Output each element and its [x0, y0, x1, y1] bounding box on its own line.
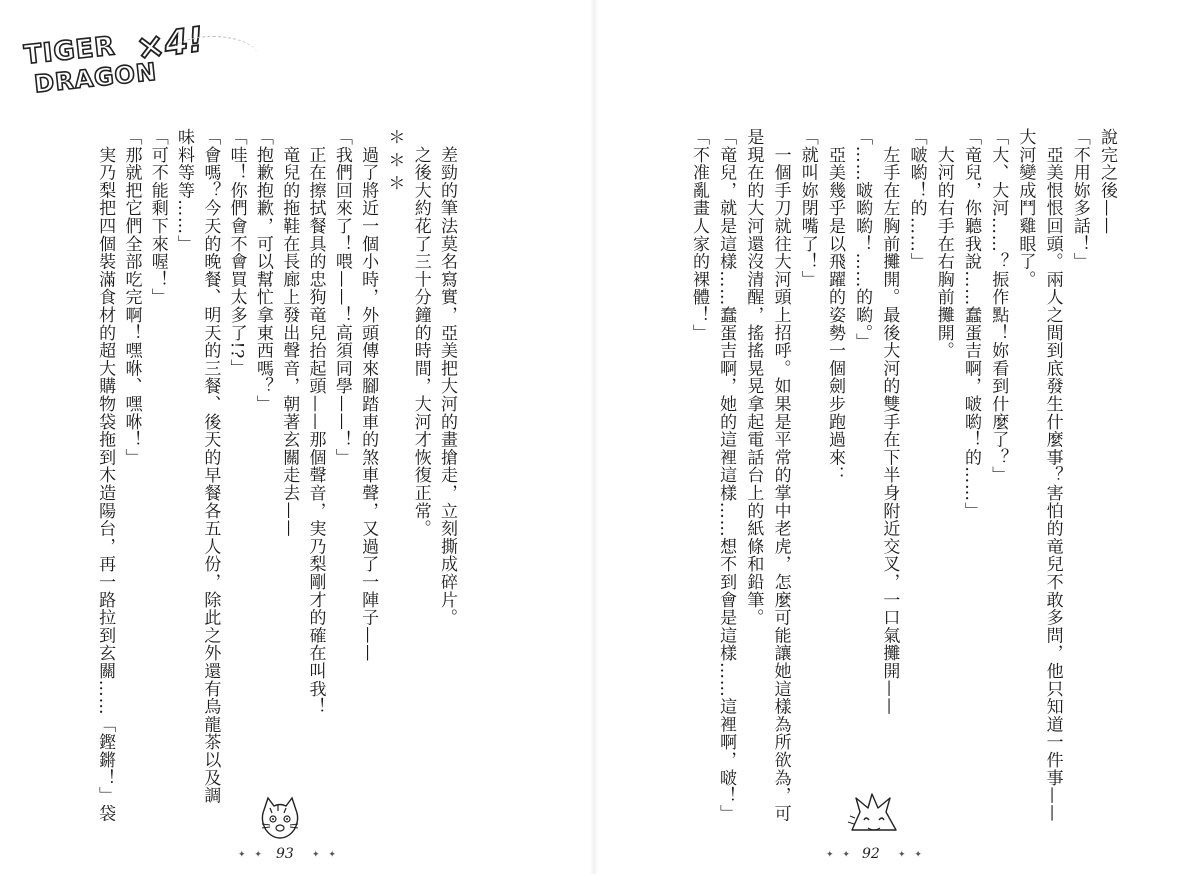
text-line: 「竜兒，就是這樣……蠢蛋吉啊，她的這裡這樣……想不到會是這樣……這裡啊，啵！」	[716, 128, 737, 823]
text-line: 左手在左胸前攤開。最後大河的雙手在下半身附近交叉，一口氣攤開——	[879, 128, 900, 716]
text-line: 之後大約花了三十分鐘的時間，大河才恢復正常。	[410, 128, 431, 538]
text-line: 「……啵喲喲！……的喲。」	[852, 128, 873, 351]
text-line: 亞美幾乎是以飛躍的姿勢一個劍步跑過來：	[824, 128, 845, 484]
text-line: 過了將近一個小時，外頭傳來腳踏車的煞車聲，又過了一陣子——	[358, 128, 379, 662]
tiger-cat-mascot-icon	[256, 796, 304, 842]
page-number-right: 92	[862, 846, 880, 862]
logo-line-2: DRAGON	[32, 57, 159, 99]
footer-stars-left-2: ✦ ✦	[312, 850, 339, 860]
footer-stars-left: ✦ ✦	[238, 850, 265, 860]
footer-stars-right: ✦ ✦	[826, 850, 853, 860]
series-logo	[18, 19, 207, 102]
text-line: 「不准亂畫人家的裸體！」	[688, 128, 709, 342]
footer-stars-right-2: ✦ ✦	[898, 850, 925, 860]
text-line: 大河變成鬥雞眼了。	[1015, 128, 1036, 289]
dragon-mascot-icon	[846, 790, 902, 840]
text-line: 正在擦拭餐具的忠狗竜兒抬起頭——那個聲音，実乃梨剛才的確在叫我！	[305, 128, 326, 716]
text-line: 「就叫妳閉嘴了！」	[797, 128, 818, 289]
text-line: 「竜兒，你聽我說……蠢蛋吉啊，啵喲！的……」	[960, 128, 981, 520]
text-line: 「那就把它們全部吃完啊！嘿咻、嘿咻！」	[121, 128, 142, 467]
text-line: 「可不能剩下來喔！」	[147, 128, 168, 306]
logo-suffix: ×4!	[133, 19, 207, 69]
text-line: 「抱歉抱歉，可以幫忙拿東西嗎？」	[252, 128, 273, 413]
text-line: 差勁的筆法莫名寫實，亞美把大河的畫搶走，立刻撕成碎片。	[437, 128, 457, 627]
page-gutter	[590, 0, 598, 874]
text-line: 一個手刀就往大河頭上招呼。如果是平常的掌中老虎，怎麼可能讓她這樣為所欲為，可	[770, 128, 791, 823]
text-line: 是現在的大河還沒清醒，搖搖晃晃拿起電話台上的紙條和鉛筆。	[743, 128, 764, 627]
page-93-text	[60, 128, 460, 828]
text-line: 竜兒的拖鞋在長廊上發出聲音，朝著玄關走去——	[279, 128, 300, 538]
text-line: 「我們回來了！喂——！高須同學——！」	[331, 128, 352, 467]
text-line: 「哇！你們會不會買太多了!?」	[226, 128, 247, 377]
text-line: 「啵喲！的……」	[906, 128, 927, 271]
page-number-left: 93	[276, 846, 294, 862]
text-line: 実乃梨把四個裝滿食材的超大購物袋拖到木造陽台，再一路拉到玄關……「鏗鏘！」袋	[95, 128, 116, 823]
text-line: 說完之後——	[1097, 128, 1117, 235]
text-line: 大河的右手在右胸前攤開。	[933, 128, 954, 360]
text-line: 味料等等……」	[174, 128, 195, 253]
logo-line-1: TIGER	[22, 31, 117, 71]
text-line: 「會嗎？今天的晚餐、明天的三餐、後天的早餐各五人份，除此之外還有烏龍茶以及調	[200, 128, 221, 805]
section-break: ＊＊＊	[384, 128, 405, 197]
logo-squiggle-decoration	[168, 36, 258, 77]
text-line: 「不用妳多話！」	[1069, 128, 1090, 271]
text-line: 「大、大河……？振作點！妳看到什麼了？」	[988, 128, 1009, 484]
page-92-text	[688, 128, 1120, 823]
text-line: 亞美恨恨回頭。兩人之間到底發生什麼事？害怕的竜兒不敢多問，他只知道一件事——	[1042, 128, 1063, 823]
